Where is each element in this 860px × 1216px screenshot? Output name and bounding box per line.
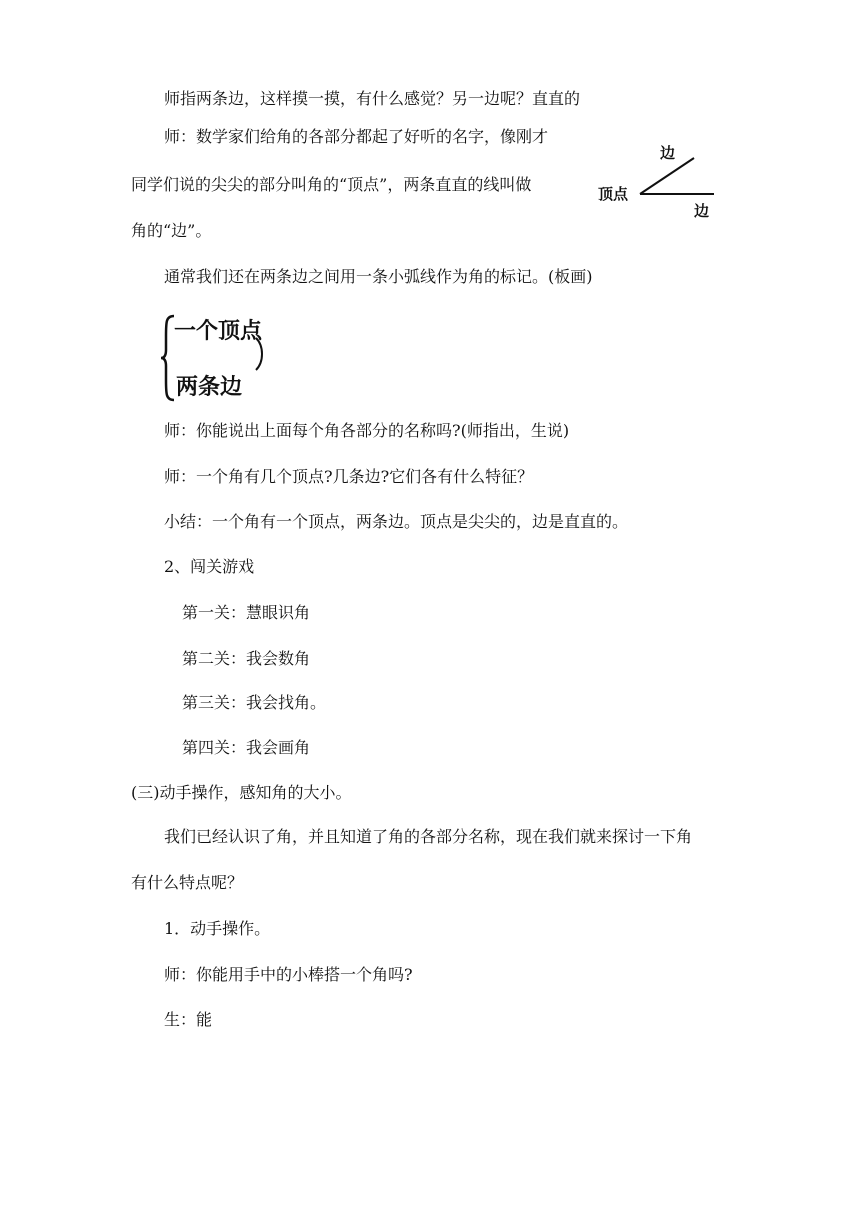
para-summary: 小结：一个角有一个顶点，两条边。顶点是尖尖的，边是直直的。 bbox=[164, 512, 629, 531]
para-level-4: 第四关：我会画角 bbox=[182, 738, 311, 757]
para-arc-mark: 通常我们还在两条边之间用一条小弧线作为角的标记。(板画) bbox=[164, 267, 593, 286]
angle-diagram bbox=[596, 138, 736, 228]
para-game-title: 2、闯关游戏 bbox=[164, 557, 255, 576]
para-level-1: 第一关：慧眼识角 bbox=[182, 603, 311, 622]
board-drawing bbox=[160, 308, 280, 408]
board-line-vertex: 一个顶点 bbox=[174, 319, 263, 344]
para-question: 师：一个角有几个顶点?几条边?它们各有什么特征？ bbox=[164, 467, 534, 486]
section-heading-3: (三)动手操作，感知角的大小。 bbox=[131, 783, 352, 802]
para-level-3: 第三关：我会找角。 bbox=[182, 693, 327, 712]
para-level-2: 第二关：我会数角 bbox=[182, 649, 311, 668]
para-explore-2: 有什么特点呢？ bbox=[131, 873, 244, 892]
label-side-bottom: 边 bbox=[694, 202, 710, 220]
para-student-answer: 生：能 bbox=[164, 1010, 213, 1029]
para-hands-on: 1．动手操作。 bbox=[164, 919, 271, 938]
para-explore-1: 我们已经认识了角，并且知道了角的各部分名称，现在我们就来探讨一下角 bbox=[164, 827, 693, 846]
para-names-2: 同学们说的尖尖的部分叫角的“顶点”，两条直直的线叫做 bbox=[131, 175, 532, 194]
angle-top-side bbox=[640, 158, 694, 194]
para-touch-sides: 师指两条边，这样摸一摸，有什么感觉？另一边呢？直直的 bbox=[164, 89, 581, 108]
para-name-parts: 师：你能说出上面每个角各部分的名称吗?(师指出，生说) bbox=[164, 421, 570, 440]
label-vertex: 顶点 bbox=[598, 185, 629, 203]
board-line-sides: 两条边 bbox=[176, 375, 243, 400]
para-names-3: 角的“边”。 bbox=[131, 221, 212, 240]
para-names-1: 师：数学家们给角的各部分都起了好听的名字，像刚才 bbox=[164, 127, 549, 146]
label-side-top: 边 bbox=[660, 144, 676, 162]
para-teacher-ask: 师：你能用手中的小棒搭一个角吗? bbox=[164, 965, 413, 984]
left-brace bbox=[161, 316, 174, 400]
